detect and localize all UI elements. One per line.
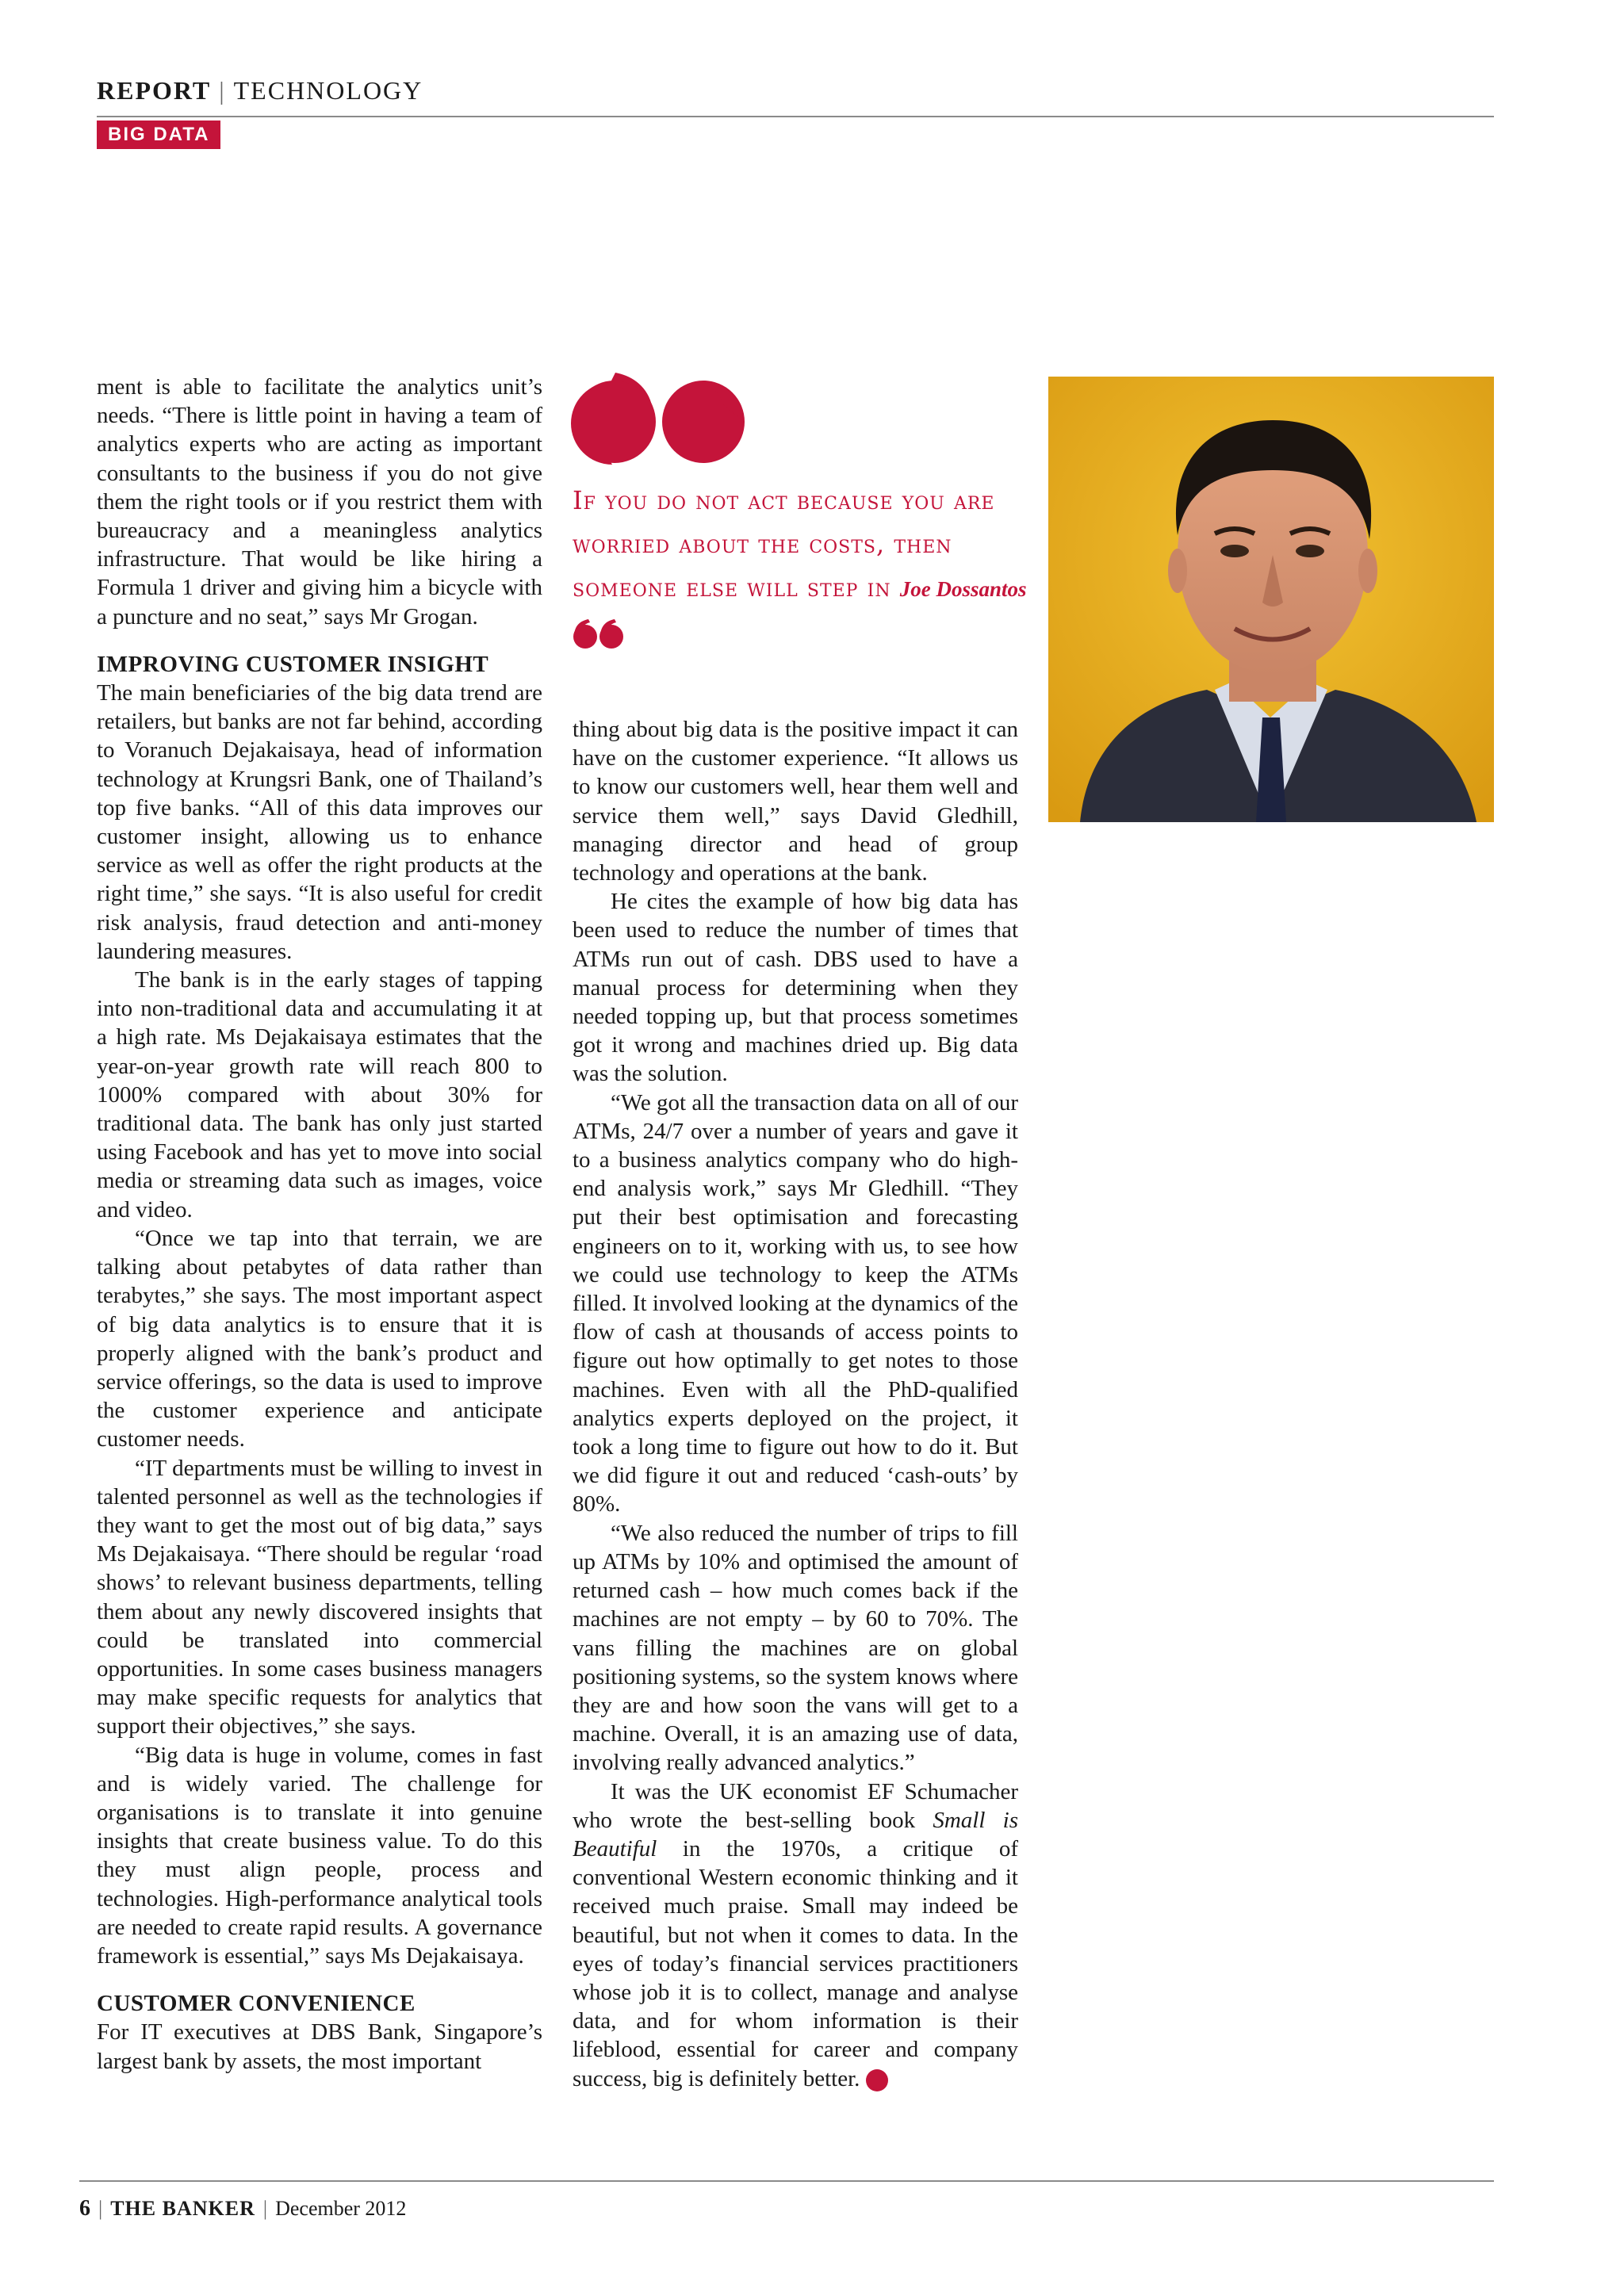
page-footer: 6 | THE BANKER | December 2012 xyxy=(79,2196,407,2221)
paragraph: thing about big data is the positive impact it can have on the customer experience. “It allows us to know our customers well, hear them well and service them well,” says David Gledhill, managing director and head of group technology and operations at the bank. xyxy=(573,717,1018,886)
paragraph: He cites the example of how big data has been used to reduce the number of times that ATMs run out of cash. DBS used to have a manual process for determining when they needed topping up, but that process sometimes got it wrong and machines dried up. Big data was the solution. xyxy=(573,889,1018,1087)
paragraph: The bank is in the early stages of tapping into non-traditional data and accumulating it at a high rate. Ms Dejakaisaya estimates that the year-on-year growth rate will reach 800 to 1000% compared with about 30% for traditional data. The bank has only just started using Facebook and has yet to move into social media or streaming data such as images, voice and video. xyxy=(97,967,542,1223)
pull-quote xyxy=(573,479,1032,655)
article-column-2 xyxy=(573,715,1018,2093)
pull-quote-attribution: Joe Dossantos xyxy=(899,577,1027,601)
paragraph: “We got all the transaction data on all of our ATMs, 24/7 over a number of years and gave it to a business analytics company who do high-end analysis work,” says Mr Gledhill. “They put their best optimisation and forecasting engineers on to it, working with us, to see how we could use technology to keep the ATMs filled. It involved looking at the dynamics of the flow of cash at thousands of access points to figure out how optimally to get notes to those machines. Even with all the PhD-qualified analytics experts deployed on the project, it took a long time to figure out how to do it. But we did figure it out and reduced ‘cash-outs’ by 80%. xyxy=(573,1089,1018,1517)
portrait-photo xyxy=(1048,377,1494,822)
paragraph: ment is able to facilitate the analytics unit’s needs. “There is little point in having a team of analytics experts who are acting as important consultants to the business if you do not give them the right tools or if you restrict them with bureaucracy and a meaningless analytics infrastructure. That would be like hiring a Formula 1 driver and giving him a bicycle with a puncture and no seat,” says Mr Grogan. xyxy=(97,374,542,629)
page-number: 6 xyxy=(79,2196,90,2221)
subsection-label: TECHNOLOGY xyxy=(233,76,423,105)
paragraph: It was the UK economist EF Schumacher who wrote the best-selling book Small is Beautiful in the 1970s, a critique of conventional Western economic thinking and it received much praise. Small may indeed be beautiful, but not when it comes to data. In the eyes of today’s financial services practitioners whose job it is to collect, manage and analyse data, and for whom information is their lifeblood, essential for career and company success, big is definitely better. TB xyxy=(573,1778,1018,2091)
section-label: REPORT xyxy=(97,76,212,105)
paragraph: “We also reduced the number of trips to fill up ATMs by 10% and optimised the amount of returned cash – how much comes back if the machines are not empty – by 60 to 70%. The vans filling the machines are on global positioning systems, so the system knows where they are and how soon the vans will get to a machine. Overall, it is an amazing use of data, involving really advanced analytics.” xyxy=(573,1520,1018,1776)
paragraph: The main beneficiaries of the big data trend are retailers, but banks are not far behind, according to Voranuch Dejakaisaya, head of information technology at Krungsri Bank, one of Thailand’s top five banks. “All of this data improves our customer insight, allowing us to enhance service as well as offer the right products at the right time,” she says. “It is also useful for credit risk analysis, fraud detection and anti-money laundering measures. xyxy=(97,680,542,964)
paragraph: “Big data is huge in volume, comes in fast and is widely varied. The challenge for organisations is to translate it into genuine insights that create business value. To do this they must align people, process and technologies. High-performance analytical tools are needed to create rapid results. A governance framework is essential,” says Ms Dejakaisaya. xyxy=(97,1742,542,1969)
book-title: Small is Beautiful xyxy=(573,1807,1018,1862)
topic-tag: BIG DATA xyxy=(97,121,220,149)
publication-name: THE BANKER xyxy=(110,2197,255,2220)
article-column-1 xyxy=(97,373,542,2076)
footer-divider xyxy=(79,2180,1494,2182)
section-header: REPORT | TECHNOLOGY xyxy=(97,76,423,105)
subheading: CUSTOMER CONVENIENCE xyxy=(97,1991,416,2017)
paragraph: “Once we tap into that terrain, we are talking about petabytes of data rather than terabytes,” she says. The most important aspect of big data analytics is to ensure that it is properly aligned with the bank’s product and service offerings, so the data is used to improve the customer experience and anticipate customer needs. xyxy=(97,1225,542,1452)
paragraph: For IT executives at DBS Bank, Singapore’s largest bank by assets, the most important xyxy=(97,2019,542,2074)
end-mark-badge: TB xyxy=(866,2069,888,2091)
open-quote-icon xyxy=(571,373,747,465)
paragraph: “IT departments must be willing to invest in talented personnel as well as the technologies if they want to get the most out of big data,” says Ms Dejakaisaya. “There should be regular ‘road shows’ to relevant business departments, telling them about any newly discovered insights that could be translated into commercial opportunities. In some cases business managers may make specific requests for analytics that support their objectives,” she says. xyxy=(97,1455,542,1739)
subheading: IMPROVING CUSTOMER INSIGHT xyxy=(97,651,489,677)
close-quote-icon xyxy=(573,619,625,651)
issue-date: December 2012 xyxy=(275,2197,407,2220)
pull-quote-text: If you do not act because you are worried about the costs, then someone else will step in xyxy=(573,485,995,603)
header-divider xyxy=(97,116,1494,117)
